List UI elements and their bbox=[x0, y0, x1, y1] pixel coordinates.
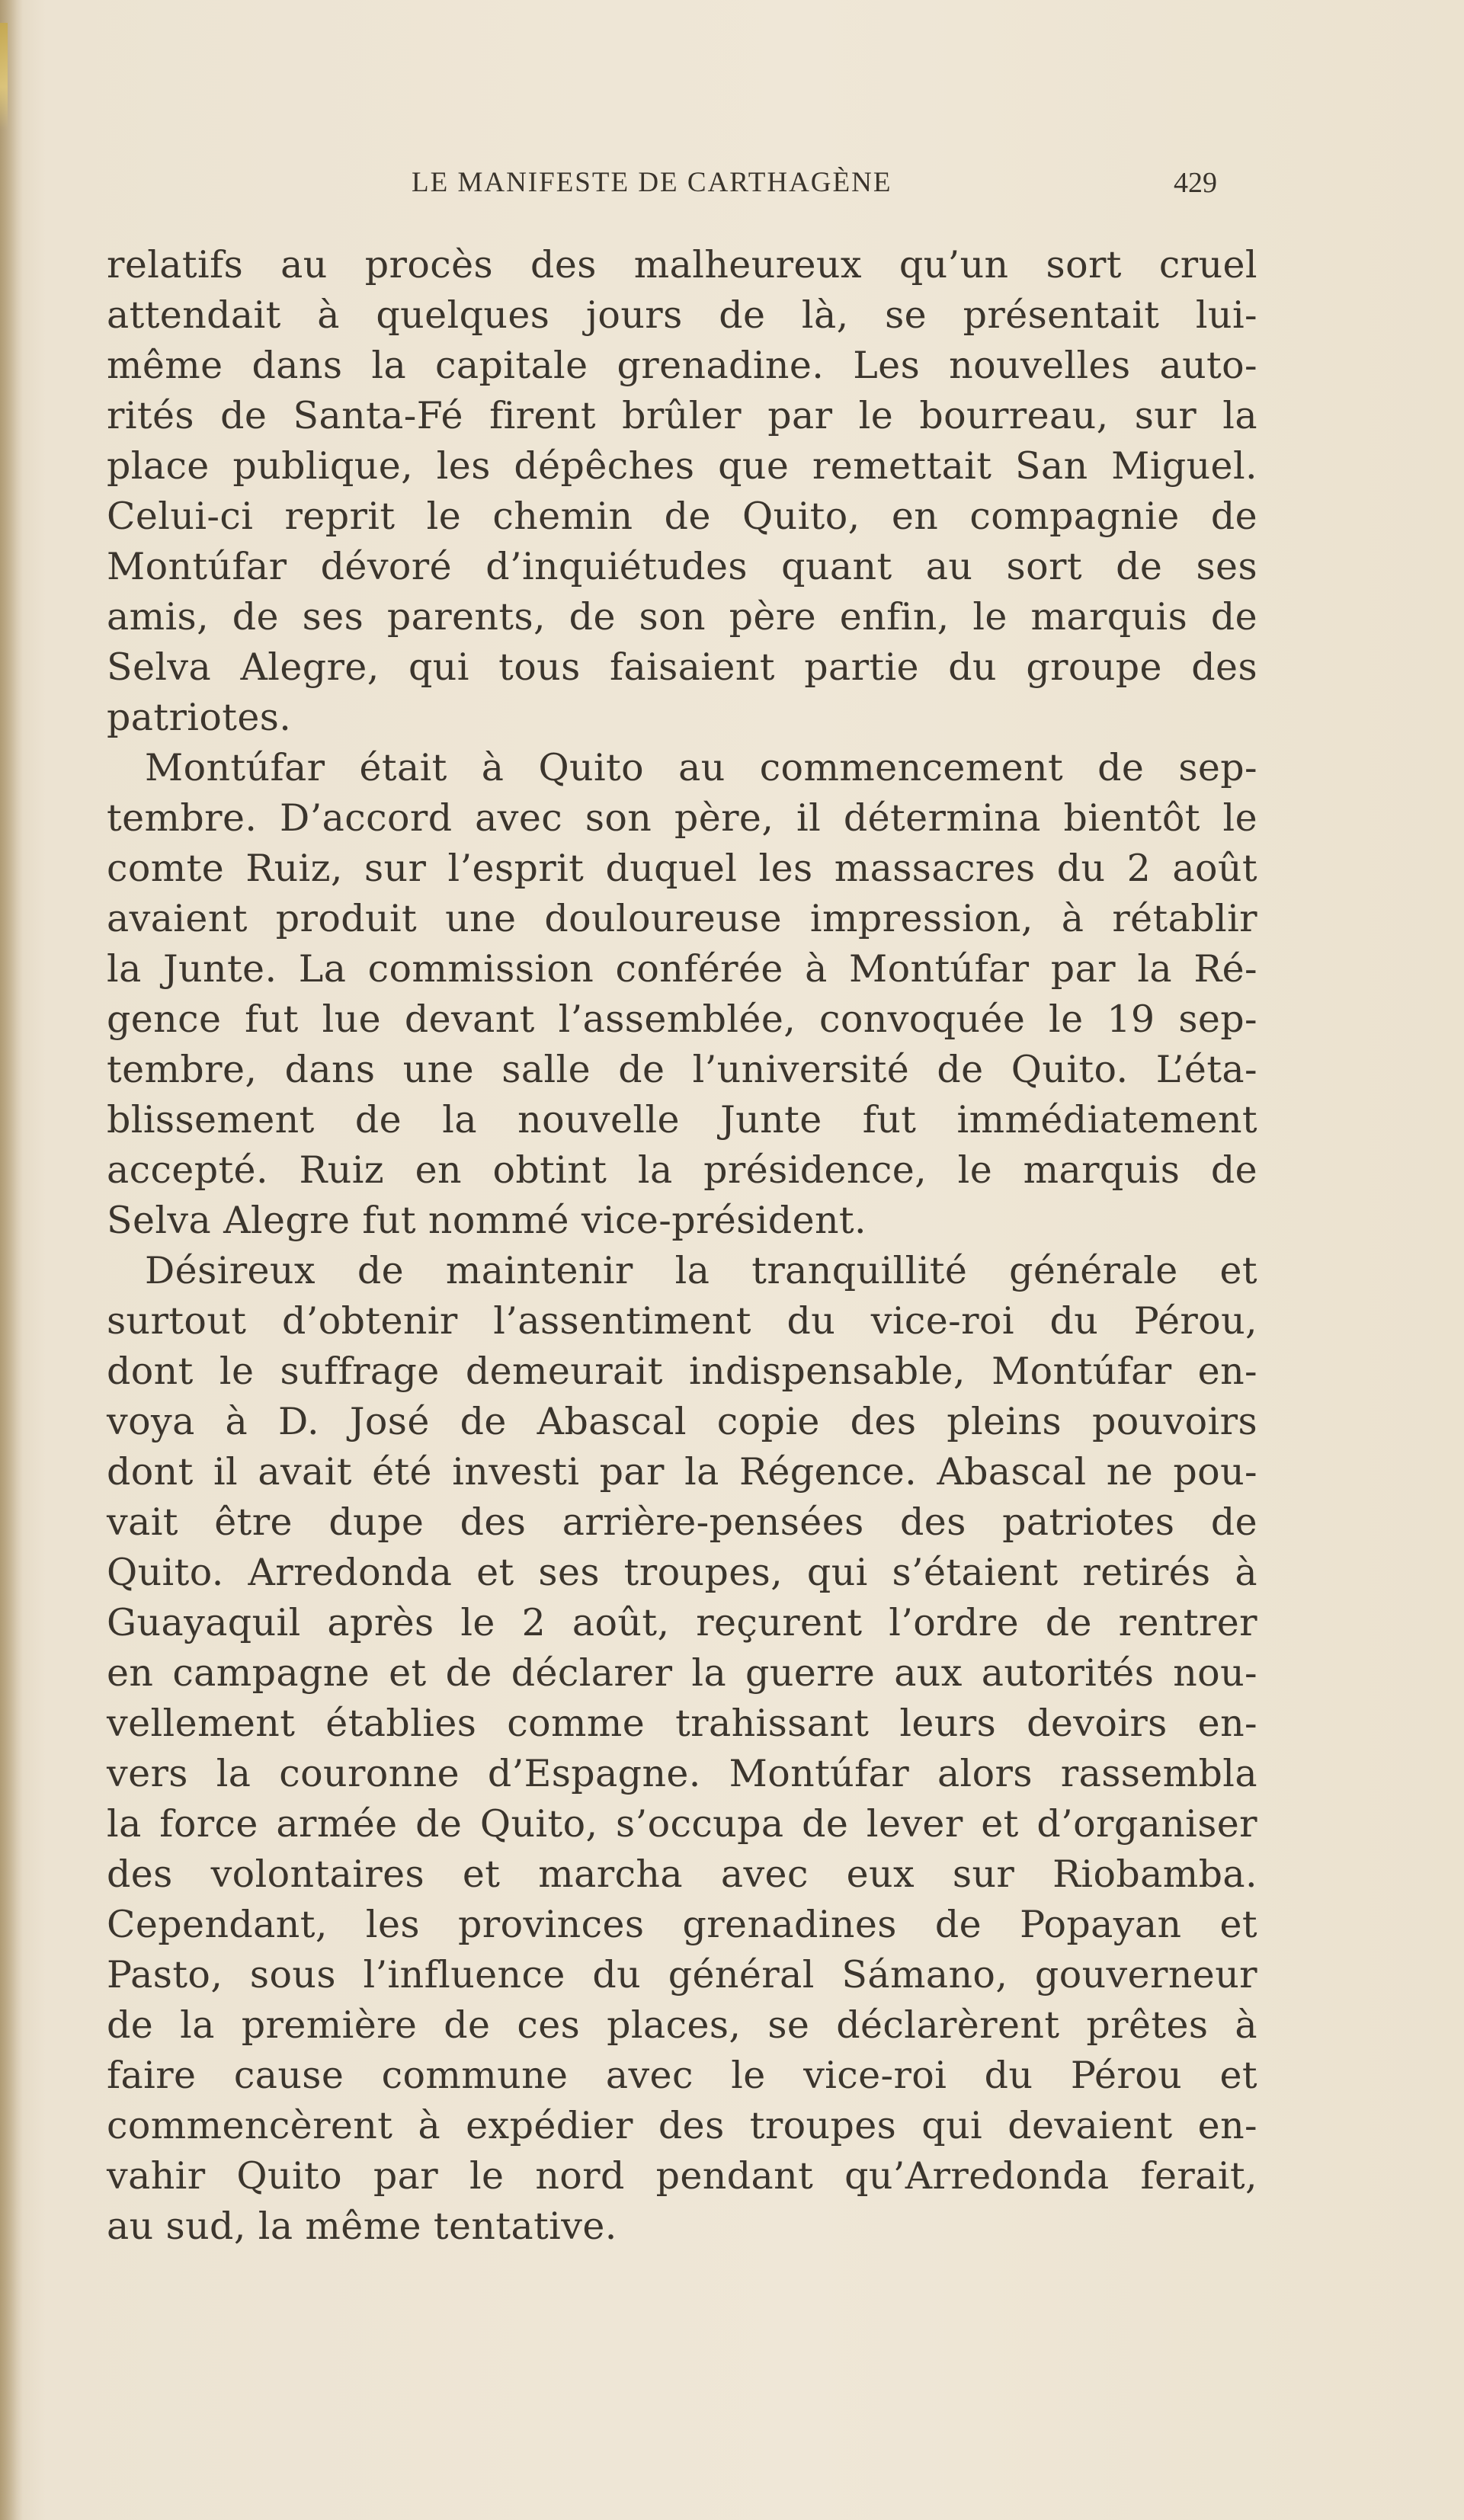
text-line: la force armée de Quito, s’occupa de lever et d’organiser bbox=[107, 1802, 1257, 1846]
text-line: patriotes. bbox=[107, 696, 292, 739]
running-head bbox=[0, 166, 1464, 204]
text-line: tembre, dans une salle de l’université de Quito. L’éta- bbox=[107, 1048, 1257, 1091]
text-line: Désireux de maintenir la tranquillité générale et bbox=[145, 1249, 1257, 1292]
text-line: dont le suffrage demeurait indispensable, Montúfar en- bbox=[107, 1350, 1257, 1393]
paragraph bbox=[107, 240, 1257, 743]
text-line: même dans la capitale grenadine. Les nouvelles auto- bbox=[107, 344, 1257, 387]
text-line: accepté. Ruiz en obtint la présidence, le marquis de bbox=[107, 1148, 1257, 1192]
page-number: 429 bbox=[1174, 167, 1217, 199]
paragraph bbox=[107, 1246, 1257, 2252]
text-line: avaient produit une douloureuse impression, à rétablir bbox=[107, 897, 1257, 940]
text-line: vait être dupe des arrière-pensées des patriotes de bbox=[107, 1500, 1257, 1544]
paragraph bbox=[107, 743, 1257, 1246]
text-line: Montúfar dévoré d’inquiétudes quant au sort de ses bbox=[107, 545, 1257, 588]
text-line: Selva Alegre, qui tous faisaient partie du groupe des bbox=[107, 645, 1257, 689]
text-line: vahir Quito par le nord pendant qu’Arredonda ferait, bbox=[107, 2154, 1257, 2198]
text-line: dont il avait été investi par la Régence. Abascal ne pou- bbox=[107, 1450, 1257, 1494]
text-line: la Junte. La commission conférée à Montúfar par la Ré- bbox=[107, 947, 1257, 991]
text-line: voya à D. José de Abascal copie des pleins pouvoirs bbox=[107, 1400, 1257, 1443]
text-line: des volontaires et marcha avec eux sur Riobamba. bbox=[107, 1852, 1257, 1896]
text-line: blissement de la nouvelle Junte fut immédiatement bbox=[107, 1098, 1257, 1142]
text-line: gence fut lue devant l’assemblée, convoquée le 19 sep- bbox=[107, 997, 1257, 1041]
text-line: relatifs au procès des malheureux qu’un sort cruel bbox=[107, 243, 1257, 287]
text-line: Montúfar était à Quito au commencement de sep- bbox=[145, 746, 1257, 789]
text-line: comte Ruiz, sur l’esprit duquel les massacres du 2 août bbox=[107, 847, 1257, 890]
text-line: surtout d’obtenir l’assentiment du vice-roi du Pérou, bbox=[107, 1299, 1257, 1343]
text-line: Celui-ci reprit le chemin de Quito, en compagnie de bbox=[107, 495, 1257, 538]
spine-mark bbox=[0, 23, 8, 130]
text-line: attendait à quelques jours de là, se présentait lui- bbox=[107, 293, 1257, 337]
text-line: Pasto, sous l’influence du général Sámano, gouverneur bbox=[107, 1953, 1257, 1996]
text-line: vellement établies comme trahissant leurs devoirs en- bbox=[107, 1702, 1257, 1745]
text-line: de la première de ces places, se déclarèrent prêtes à bbox=[107, 2003, 1257, 2047]
text-line: commencèrent à expédier des troupes qui devaient en- bbox=[107, 2104, 1257, 2147]
text-line: vers la couronne d’Espagne. Montúfar alors rassembla bbox=[107, 1752, 1257, 1795]
body-text bbox=[107, 240, 1257, 2252]
text-line: tembre. D’accord avec son père, il détermina bientôt le bbox=[107, 796, 1257, 840]
text-line: en campagne et de déclarer la guerre aux autorités nou- bbox=[107, 1651, 1257, 1695]
spine-shadow bbox=[0, 0, 23, 2520]
text-line: Guayaquil après le 2 août, reçurent l’ordre de rentrer bbox=[107, 1601, 1257, 1644]
running-head-title: LE MANIFESTE DE CARTHAGÈNE bbox=[412, 167, 892, 198]
text-line: faire cause commune avec le vice-roi du Pérou et bbox=[107, 2054, 1257, 2097]
text-line: place publique, les dépêches que remettait San Miguel. bbox=[107, 444, 1257, 488]
text-line: Selva Alegre fut nommé vice-président. bbox=[107, 1199, 867, 1242]
text-line: au sud, la même tentative. bbox=[107, 2205, 617, 2248]
text-line: Cependant, les provinces grenadines de Popayan et bbox=[107, 1903, 1257, 1946]
text-line: Quito. Arredonda et ses troupes, qui s’étaient retirés à bbox=[107, 1551, 1257, 1594]
text-line: rités de Santa-Fé firent brûler par le bourreau, sur la bbox=[107, 394, 1257, 437]
text-line: amis, de ses parents, de son père enfin, le marquis de bbox=[107, 595, 1257, 639]
